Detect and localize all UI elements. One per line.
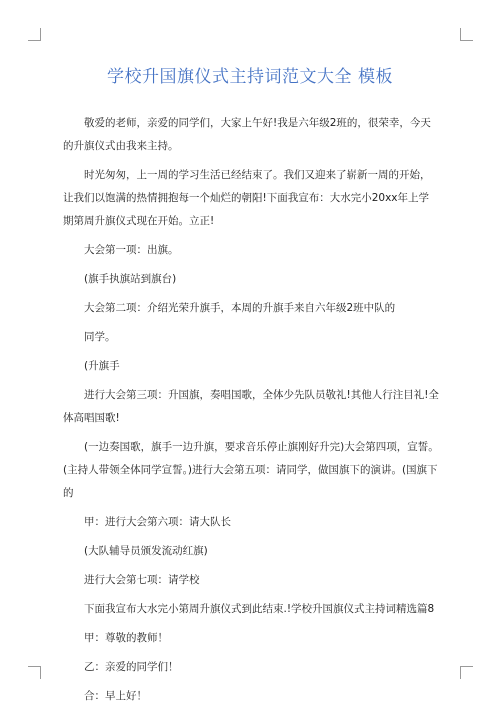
paragraph-opening: 时光匆匆，上一周的学习生活已经结束了。我们又迎来了崭新一周的开始，让我们以饱满的热情拥抱每一个灿烂的朝阳!下面我宣布：大水完小20xx年上学期第周升旗仪式现在开始。立正! xyxy=(63,169,431,227)
page-corner-mark-top-left xyxy=(28,28,41,41)
document-body xyxy=(63,112,439,708)
paragraph-item-3: 进行大会第三项：升国旗，奏唱国歌，全体少先队员敬礼!其他人行注目礼!全体高唱国歌! xyxy=(63,389,439,424)
paragraph-item-2: 大会第二项：介绍光荣升旗手，本周的升旗手来自六年级2班中队的 xyxy=(84,302,396,314)
paragraph-together: 合：早上好！ xyxy=(84,690,147,702)
page-corner-mark-top-right xyxy=(460,28,473,41)
paragraph-item-1: 大会第一项：出旗。 xyxy=(84,244,179,256)
paragraph-closing: 下面我宣布大水完小第周升旗仪式到此结束.!学校升国旗仪式主持词精选篇8 xyxy=(84,603,435,615)
paragraph-item-2-cont: 同学。 xyxy=(84,331,116,343)
paragraph-greeting: 敬爱的老师，亲爱的同学们，大家上午好!我是六年级2班的，很荣幸，今天的升旗仪式由我来主持。 xyxy=(63,117,431,152)
paragraph-stage-note-3: (大队辅导员颁发流动红旗) xyxy=(84,545,208,557)
paragraph-stage-note-2: (升旗手 xyxy=(84,360,120,372)
paragraph-stage-note-1: (旗手执旗站到旗台) xyxy=(84,273,177,285)
paragraph-speaker-b: 乙：亲爱的同学们！ xyxy=(84,661,179,673)
page-corner-mark-bottom-left xyxy=(28,666,41,679)
paragraph-item-4-5: (一边奏国歌，旗手一边升旗，要求音乐停止旗刚好升完)大会第四项，宣誓。(主持人带领全体同学宣誓。)进行大会第五项：请同学，做国旗下的演讲。(国旗下的 xyxy=(63,441,439,499)
paragraph-item-7: 进行大会第七项：请学校 xyxy=(84,574,200,586)
paragraph-item-6: 甲：进行大会第六项：请大队长 xyxy=(84,516,231,528)
paragraph-speaker-a: 甲：尊敬的教师！ xyxy=(84,632,168,644)
page-corner-mark-bottom-right xyxy=(460,666,473,679)
document-title: 学校升国旗仪式主持词范文大全 模板 xyxy=(107,67,393,87)
